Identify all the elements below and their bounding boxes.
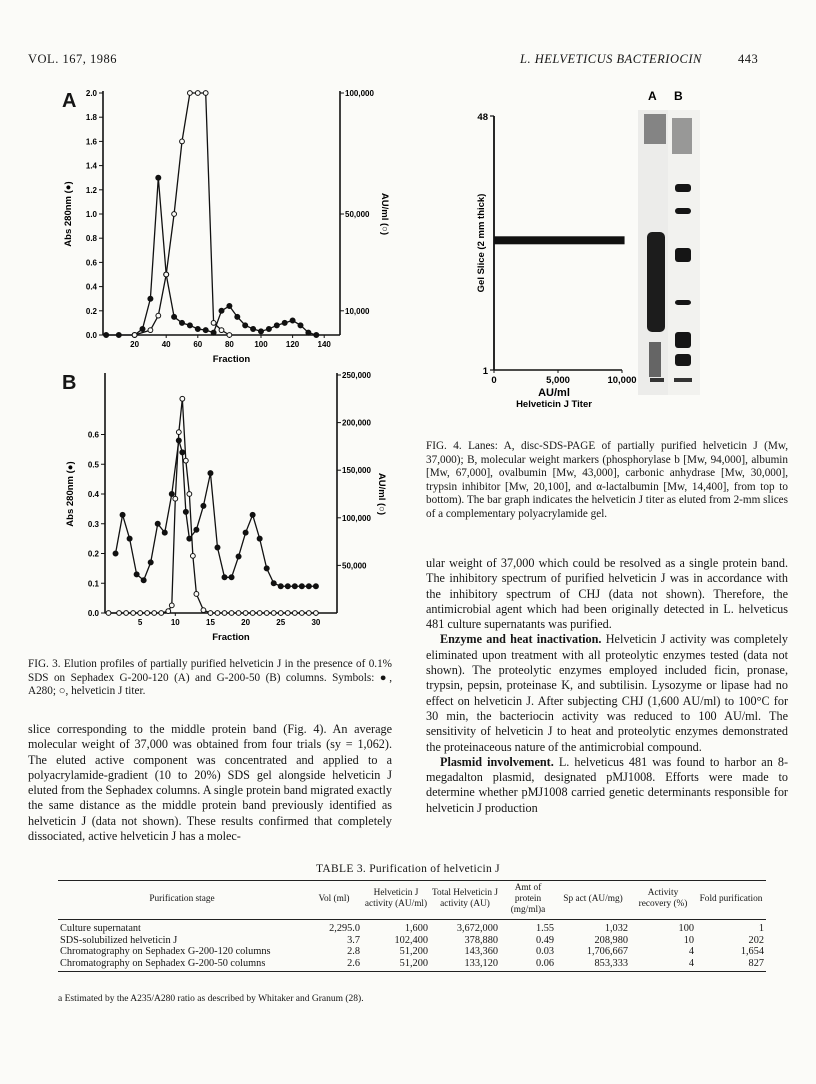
absorbance-data-point	[208, 471, 213, 476]
table-cell: 102,400	[394, 934, 428, 946]
absorbance-data-point	[120, 512, 125, 517]
table-cell: 133,120	[430, 958, 500, 972]
titer-series-line	[109, 399, 316, 613]
absorbance-data-point	[227, 303, 232, 308]
titer-data-point	[222, 611, 227, 616]
titer-data-point	[208, 611, 213, 616]
titer-data-point	[173, 496, 178, 501]
table-cell: 202	[748, 934, 764, 946]
table-cell: 51,200	[362, 958, 430, 972]
y-tick-label: 1.0	[85, 210, 97, 219]
gel-smear-top-a	[644, 114, 666, 144]
heading-plasmid: Plasmid involvement.	[440, 754, 554, 769]
x-tick-label: 80	[224, 340, 234, 349]
titer-data-point	[194, 592, 199, 597]
absorbance-data-point	[219, 308, 224, 313]
running-header-volume: VOL. 167, 1986	[28, 52, 117, 66]
table-3	[58, 880, 766, 972]
absorbance-data-point	[290, 318, 295, 323]
y-tick-label: 1	[482, 366, 488, 377]
absorbance-data-point	[148, 560, 153, 565]
titer-data-point	[117, 611, 122, 616]
titer-data-point	[271, 611, 276, 616]
titer-data-point	[236, 611, 241, 616]
marker-band	[675, 184, 691, 192]
x-axis-label: Fraction	[212, 354, 251, 365]
table-cell: 100	[678, 923, 694, 935]
table-row	[58, 935, 766, 946]
paragraph-2-text: Helveticin J activity was completely eliminated upon treatment with all proteolytic enzymes tested (data not shown). The proteolytic enzymes employed included ficin, pronase, trypsin, pepsin, proteinase K, and subtilisin. Lysozyme or lipase had no effect on helveticin J. After subjecting CHJ (1,600 AU/ml) to 100°C for 30 min, the bacteriocin activity was reduced to 100 AU/ml. The sensitivity of helveticin J to heat and proteolytic enzymes demonstrated the proteinaceous nature of the antimicrobial compound.	[426, 632, 789, 754]
titer-data-point	[180, 139, 185, 144]
table-cell: Culture supernatant	[60, 923, 141, 935]
titer-data-point	[250, 611, 255, 616]
y-tick-label: 0.0	[87, 609, 99, 618]
absorbance-data-point	[201, 503, 206, 508]
absorbance-data-point	[215, 545, 220, 550]
titer-data-point	[164, 272, 169, 277]
y2-tick-label: 50,000	[345, 210, 370, 219]
absorbance-data-point	[298, 323, 303, 328]
absorbance-data-point	[314, 333, 319, 338]
y-tick-label: 0.6	[87, 430, 99, 440]
table-row	[58, 958, 766, 972]
titer-data-point	[299, 611, 304, 616]
absorbance-data-point	[266, 326, 271, 331]
absorbance-data-point	[306, 584, 311, 589]
marker-band	[675, 300, 691, 305]
absorbance-data-point	[243, 323, 248, 328]
absorbance-data-point	[211, 330, 216, 335]
absorbance-data-point	[243, 530, 248, 535]
absorbance-data-point	[104, 333, 109, 338]
figure-4-gel-and-bar	[460, 82, 720, 442]
y-tick-label: 2.0	[85, 89, 97, 98]
table-cell: 1,032	[604, 923, 628, 935]
absorbance-data-point	[236, 554, 241, 559]
table-cell: 0.06	[500, 958, 556, 972]
absorbance-data-point	[278, 584, 283, 589]
panel-letter-a: A	[62, 90, 77, 112]
marker-band	[675, 208, 691, 214]
x-tick-label: 100	[254, 340, 268, 349]
titer-data-point	[211, 321, 216, 326]
titer-data-point	[219, 328, 224, 333]
y-tick-label: 1.6	[85, 137, 97, 147]
fig4-caption-label: FIG. 4.	[426, 440, 462, 452]
table-header-cell: Purification stage	[58, 881, 306, 920]
gel-band-a-main	[647, 232, 665, 332]
absorbance-data-point	[235, 314, 240, 319]
absorbance-data-point	[274, 323, 279, 328]
x-tick-label: 140	[317, 340, 331, 349]
titer-data-point	[148, 328, 153, 333]
titer-data-point	[176, 430, 181, 435]
titer-data-point	[166, 609, 171, 614]
titer-data-point	[190, 553, 195, 558]
right-paragraph-1: ular weight of 37,000 which could be resolved as a single protein band. The inhibitory spectrum of purified helveticin J was in accordance with the inhibitory spectrum of CHJ (data not shown). Therefore, the antimicrobial agent which had been originally detected in L. helveticus 481 culture supernatants was purified.	[426, 556, 788, 632]
y-tick-label: 0.5	[87, 460, 99, 470]
left-paragraph: slice corresponding to the middle protein band (Fig. 4). An average molecular weight of 37,000 was obtained from four trials (sy = 1,062). The eluted active component was concentrated and applied to a polyacrylamide-gradient (10 to 20%) SDS gel alongside helveticin J eluted from the Sephadex columns. A single protein band migrated exactly the same distance as the middle protein band previously identified as helveticin J (data not shown). These results confirmed that completely dissociated, active helveticin J has a molec-	[28, 722, 392, 844]
table-cell: 0.49	[535, 934, 554, 946]
y2-tick-label: 100,000	[342, 513, 371, 523]
y2-tick-label: 100,000	[345, 89, 374, 98]
gel-band-a-lower	[649, 342, 661, 377]
absorbance-data-point	[180, 450, 185, 455]
absorbance-data-point	[257, 536, 262, 541]
x-axis-label: Fraction	[212, 632, 250, 643]
gel-dye-front-b	[674, 378, 692, 382]
absorbance-data-point	[183, 509, 188, 514]
table-row	[58, 946, 766, 957]
figure-3b-chart	[55, 365, 387, 665]
absorbance-data-point	[299, 584, 304, 589]
table-cell: 3,672,000	[456, 923, 498, 935]
x-axis-label-line2: Helveticin J Titer	[516, 399, 592, 410]
lane-label-b: B	[674, 89, 683, 103]
y-tick-label: 0.1	[87, 579, 99, 589]
table-cell: 1	[758, 923, 764, 935]
titer-data-point	[257, 611, 262, 616]
absorbance-data-point	[156, 175, 161, 180]
titer-data-point	[227, 333, 232, 338]
titer-data-point	[201, 608, 206, 613]
titer-data-point	[132, 333, 137, 338]
titer-data-point	[180, 396, 185, 401]
absorbance-data-point	[313, 584, 318, 589]
y-axis-label: Abs 280nm (●)	[63, 181, 74, 247]
absorbance-data-point	[195, 326, 200, 331]
absorbance-data-point	[292, 584, 297, 589]
gel-smear-top-b	[672, 118, 692, 154]
table-header-cell: Total Helveticin J activity (AU)	[430, 881, 500, 920]
y-tick-label: 0.2	[85, 306, 97, 316]
y2-tick-label: 250,000	[342, 371, 371, 380]
titer-data-point	[187, 492, 192, 497]
figure-3a-chart	[55, 80, 390, 370]
absorbance-data-point	[155, 521, 160, 526]
absorbance-data-point	[250, 512, 255, 517]
left-column-text	[28, 722, 392, 844]
figure-4-caption	[426, 440, 788, 522]
absorbance-data-point	[127, 536, 132, 541]
gel-dye-front-a	[650, 378, 664, 382]
x-tick-label: 20	[130, 340, 140, 349]
titer-data-point	[152, 611, 157, 616]
heading-enzyme: Enzyme and heat inactivation.	[440, 632, 602, 647]
paragraph-3-text: L. helveticus 481 was found to harbor an 8-megadalton plasmid, designated pMJ1008. Efforts were made to determine whether pMJ1008 carried genetic determinants responsible for helveticin J production	[426, 754, 789, 815]
absorbance-data-point	[251, 326, 256, 331]
absorbance-data-point	[134, 572, 139, 577]
titer-data-point	[203, 91, 208, 96]
right-column-text	[426, 556, 788, 816]
titer-data-point	[172, 212, 177, 217]
table-cell: SDS-solubilized helveticin J	[60, 934, 178, 946]
table-cell: Chromatography on Sephadex G-200-120 columns	[60, 946, 271, 958]
table-cell: 1,600	[404, 923, 428, 935]
table-row	[58, 920, 766, 935]
table-cell: 1,654	[740, 946, 764, 958]
absorbance-data-point	[180, 320, 185, 325]
absorbance-data-point	[306, 330, 311, 335]
table-cell: 853,333	[556, 958, 630, 972]
panel-letter-b: B	[62, 372, 77, 394]
absorbance-data-point	[140, 326, 145, 331]
titer-data-point	[292, 611, 297, 616]
x-tick-label: 60	[193, 340, 203, 349]
table-header-cell: Helveticin J activity (AU/ml)	[362, 881, 430, 920]
right-paragraph-3	[426, 755, 788, 816]
titer-data-point	[229, 611, 234, 616]
x-tick-label: 15	[206, 618, 215, 627]
titer-data-point	[159, 611, 164, 616]
lane-label-a: A	[648, 89, 657, 103]
absorbance-data-point	[222, 575, 227, 580]
x-tick-label: 0	[491, 375, 497, 386]
absorbance-data-point	[229, 575, 234, 580]
y2-tick-label: 200,000	[342, 418, 371, 428]
right-paragraph-2	[426, 632, 788, 754]
x-tick-label: 40	[161, 340, 171, 349]
absorbance-data-point	[187, 536, 192, 541]
x-axis-label-line1: AU/ml	[538, 387, 570, 399]
titer-data-point	[243, 611, 248, 616]
absorbance-data-point	[169, 492, 174, 497]
titer-data-point	[278, 611, 283, 616]
table-cell: 0.03	[535, 946, 554, 958]
running-header-title: L. HELVETICUS BACTERIOCIN	[520, 52, 702, 66]
y2-tick-label: 10,000	[345, 306, 370, 316]
y-tick-label: 0.2	[87, 549, 99, 559]
y-tick-label: 0.4	[87, 490, 99, 499]
x-tick-label: 120	[285, 340, 300, 349]
absorbance-data-point	[271, 581, 276, 586]
titer-data-point	[306, 611, 311, 616]
table-cell: 4	[630, 958, 696, 972]
y-tick-label: 1.4	[85, 161, 97, 171]
titer-data-point	[156, 313, 161, 318]
table-3-title: TABLE 3. Purification of helveticin J	[316, 863, 500, 875]
y-tick-label: 1.2	[85, 185, 97, 195]
table-cell: 10	[683, 934, 694, 946]
absorbance-data-point	[203, 328, 208, 333]
table-cell: 2.6	[306, 958, 362, 972]
table-cell: 2.8	[347, 946, 360, 958]
table-cell: 378,880	[464, 934, 498, 946]
x-tick-label: 30	[311, 618, 321, 627]
absorbance-data-point	[194, 527, 199, 532]
y-axis-label: Gel Slice (2 mm thick)	[476, 193, 487, 293]
titer-data-point	[124, 611, 129, 616]
table-header-cell: Amt of protein (mg/ml)a	[500, 881, 556, 920]
absorbance-data-point	[113, 551, 118, 556]
table-3-footnote: a Estimated by the A235/A280 ratio as described by Whitaker and Granum (28).	[58, 994, 364, 1004]
absorbance-data-point	[285, 584, 290, 589]
y2-axis-label: AU/ml (○)	[376, 472, 387, 516]
titer-data-point	[215, 611, 220, 616]
table-cell: Chromatography on Sephadex G-200-50 columns	[58, 958, 306, 972]
absorbance-data-point	[162, 530, 167, 535]
titer-data-point	[314, 611, 319, 616]
table-cell: 208,980	[594, 934, 628, 946]
titer-data-point	[169, 603, 174, 608]
y-tick-label: 0.6	[85, 258, 97, 268]
fig4-caption-text: Lanes: A, disc-SDS-PAGE of partially purified helveticin J (Mw, 37,000); B, molecular weight markers (phosphorylase b [Mw, 94,000], albumin [Mw, 67,000], ovalbumin [Mw, 43,000], carbonic anhydrase [Mw, 30,000], trypsin inhibitor [Mw, 20,100], and α-lactalbumin [Mw, 14,400], from top to bottom). The bar graph indicates the helveticin J titer as eluted from 2-mm slices of a complementary polyacrylamide gel.	[426, 440, 788, 520]
figure-3-caption	[28, 658, 392, 699]
table-header-cell: Activity recovery (%)	[630, 881, 696, 920]
x-tick-label: 5,000	[546, 375, 570, 386]
x-tick-label: 10,000	[607, 375, 637, 386]
table-cell: 3.7	[347, 934, 360, 946]
absorbance-data-point	[116, 333, 121, 338]
titer-data-point	[145, 611, 150, 616]
y-tick-label: 0.0	[85, 331, 97, 340]
titer-data-point	[131, 611, 136, 616]
titer-data-point	[138, 611, 143, 616]
table-cell: 143,360	[464, 946, 498, 958]
marker-band	[675, 332, 691, 348]
page-number: 443	[738, 52, 759, 66]
titer-data-point	[264, 611, 269, 616]
table-cell: 827	[696, 958, 766, 972]
marker-band	[675, 354, 691, 366]
table-header-cell: Vol (ml)	[306, 881, 362, 920]
y-tick-label: 0.4	[85, 282, 97, 292]
table-cell: 1.55	[535, 923, 554, 935]
absorbance-data-point	[282, 320, 287, 325]
absorbance-data-point	[148, 296, 153, 301]
titer-data-point	[106, 611, 111, 616]
x-tick-label: 5	[137, 618, 143, 627]
absorbance-data-point	[141, 578, 146, 583]
y2-tick-label: 150,000	[342, 466, 371, 476]
x-tick-label: 25	[276, 618, 286, 627]
absorbance-data-point	[187, 323, 192, 328]
fig3-caption-label: FIG. 3.	[28, 658, 61, 670]
absorbance-data-point	[264, 566, 269, 571]
titer-data-point	[183, 458, 188, 463]
y-axis-label: Abs 280nm (●)	[65, 461, 76, 527]
titer-data-point	[188, 91, 193, 96]
y2-tick-label: 50,000	[342, 561, 367, 571]
table-header-cell: Fold purification	[696, 881, 766, 920]
absorbance-data-point	[172, 314, 177, 319]
y2-axis-label: AU/ml (○)	[379, 192, 390, 236]
absorbance-series-line	[116, 440, 316, 586]
marker-band	[675, 248, 691, 262]
table-header-cell: Sp act (AU/mg)	[556, 881, 630, 920]
titer-data-point	[195, 91, 200, 96]
titer-bar	[494, 236, 625, 244]
fig3-caption-text: Elution profiles of partially purified helveticin J in the presence of 0.1% SDS on Sephadex G-200-120 (A) and G-200-50 (B) columns. Symbols: ●, A280; ○, helveticin J titer.	[28, 658, 392, 698]
x-tick-label: 20	[241, 618, 251, 627]
absorbance-data-point	[259, 329, 264, 334]
table-cell: 2,295.0	[329, 923, 360, 935]
table-cell: 4	[688, 946, 694, 958]
y-tick-label: 1.8	[85, 113, 97, 123]
y-tick-label: 48	[477, 112, 488, 123]
table-header-row	[58, 881, 766, 920]
table-cell: 1,706,667	[586, 946, 628, 958]
titer-data-point	[285, 611, 290, 616]
table-cell: 51,200	[399, 946, 428, 958]
y-tick-label: 0.8	[85, 234, 97, 244]
y-tick-label: 0.3	[87, 519, 99, 529]
x-tick-label: 10	[170, 618, 180, 627]
